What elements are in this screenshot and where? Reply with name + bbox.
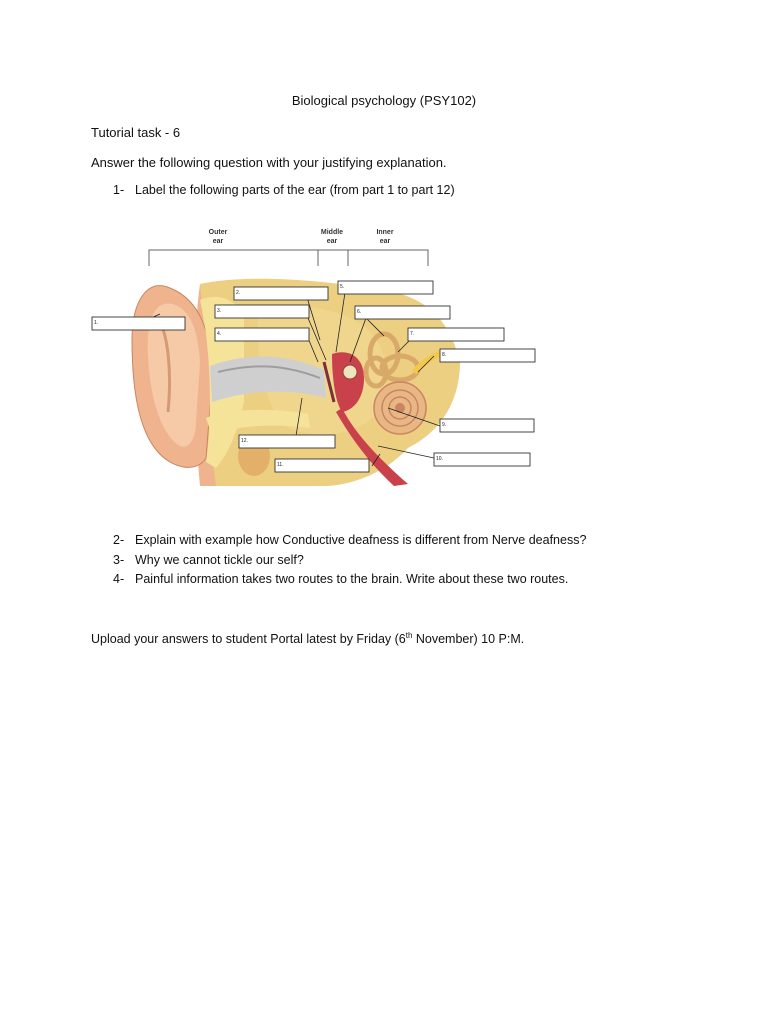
ordinal-suffix: th (405, 631, 413, 640)
label-number: 7. (410, 331, 415, 337)
ear-diagram (88, 222, 538, 494)
label-number: 8. (442, 352, 447, 358)
task-heading: Tutorial task - 6 (91, 125, 181, 140)
question-text: Painful information takes two routes to the brain. Write about these two routes. (135, 572, 569, 586)
label-box-5[interactable] (338, 281, 433, 294)
label-box-10[interactable] (434, 453, 530, 466)
question-4 (91, 572, 568, 586)
label-box-3[interactable] (215, 305, 309, 318)
label-box-6[interactable] (355, 306, 450, 319)
instruction-text: Answer the following question with your justifying explanation. (91, 155, 447, 170)
question-number: 2- (113, 533, 125, 547)
label-box-9[interactable] (440, 419, 534, 432)
label-number: 6. (357, 309, 362, 315)
question-2 (91, 533, 586, 547)
middle-ear-label: ear (326, 238, 338, 245)
question-text: Why we cannot tickle our self? (135, 553, 304, 567)
label-number: 11. (277, 462, 284, 468)
label-number: 1. (94, 320, 99, 326)
question-text: Explain with example how Conductive deafness is different from Nerve deafness? (135, 533, 587, 547)
middle-ear-label: Middle (320, 229, 344, 236)
question-number: 1- (113, 183, 125, 197)
question-number: 4- (113, 572, 125, 586)
label-box-2[interactable] (234, 287, 328, 300)
page-title: Biological psychology (PSY102) (291, 93, 477, 108)
outer-ear-label: ear (212, 238, 224, 245)
upload-text: Upload your answers to student Portal latest by Friday (6 (91, 632, 406, 647)
inner-ear-label: Inner (376, 229, 394, 236)
label-number: 9. (442, 422, 447, 428)
upload-text-end: November) 10 P:M. (412, 632, 525, 647)
question-1 (91, 183, 455, 197)
label-box-8[interactable] (440, 349, 535, 362)
label-number: 4. (217, 331, 222, 337)
label-box-7[interactable] (408, 328, 504, 341)
label-box-11[interactable] (275, 459, 369, 472)
label-box-1[interactable] (92, 317, 185, 330)
label-number: 3. (217, 308, 222, 314)
label-number: 2. (236, 290, 241, 296)
label-number: 12. (241, 438, 248, 444)
label-number: 10. (436, 456, 443, 462)
question-text: Label the following parts of the ear (from part 1 to part 12) (135, 183, 455, 197)
label-number: 5. (340, 284, 345, 290)
inner-ear-label: ear (379, 238, 391, 245)
upload-instruction (91, 631, 524, 646)
cochlea (374, 382, 426, 434)
label-box-4[interactable] (215, 328, 309, 341)
question-number: 3- (113, 553, 125, 567)
ossicles (343, 365, 357, 379)
question-3 (91, 553, 304, 567)
outer-ear-label: Outer (208, 229, 228, 236)
region-brackets (149, 250, 428, 266)
label-box-12[interactable] (239, 435, 335, 448)
